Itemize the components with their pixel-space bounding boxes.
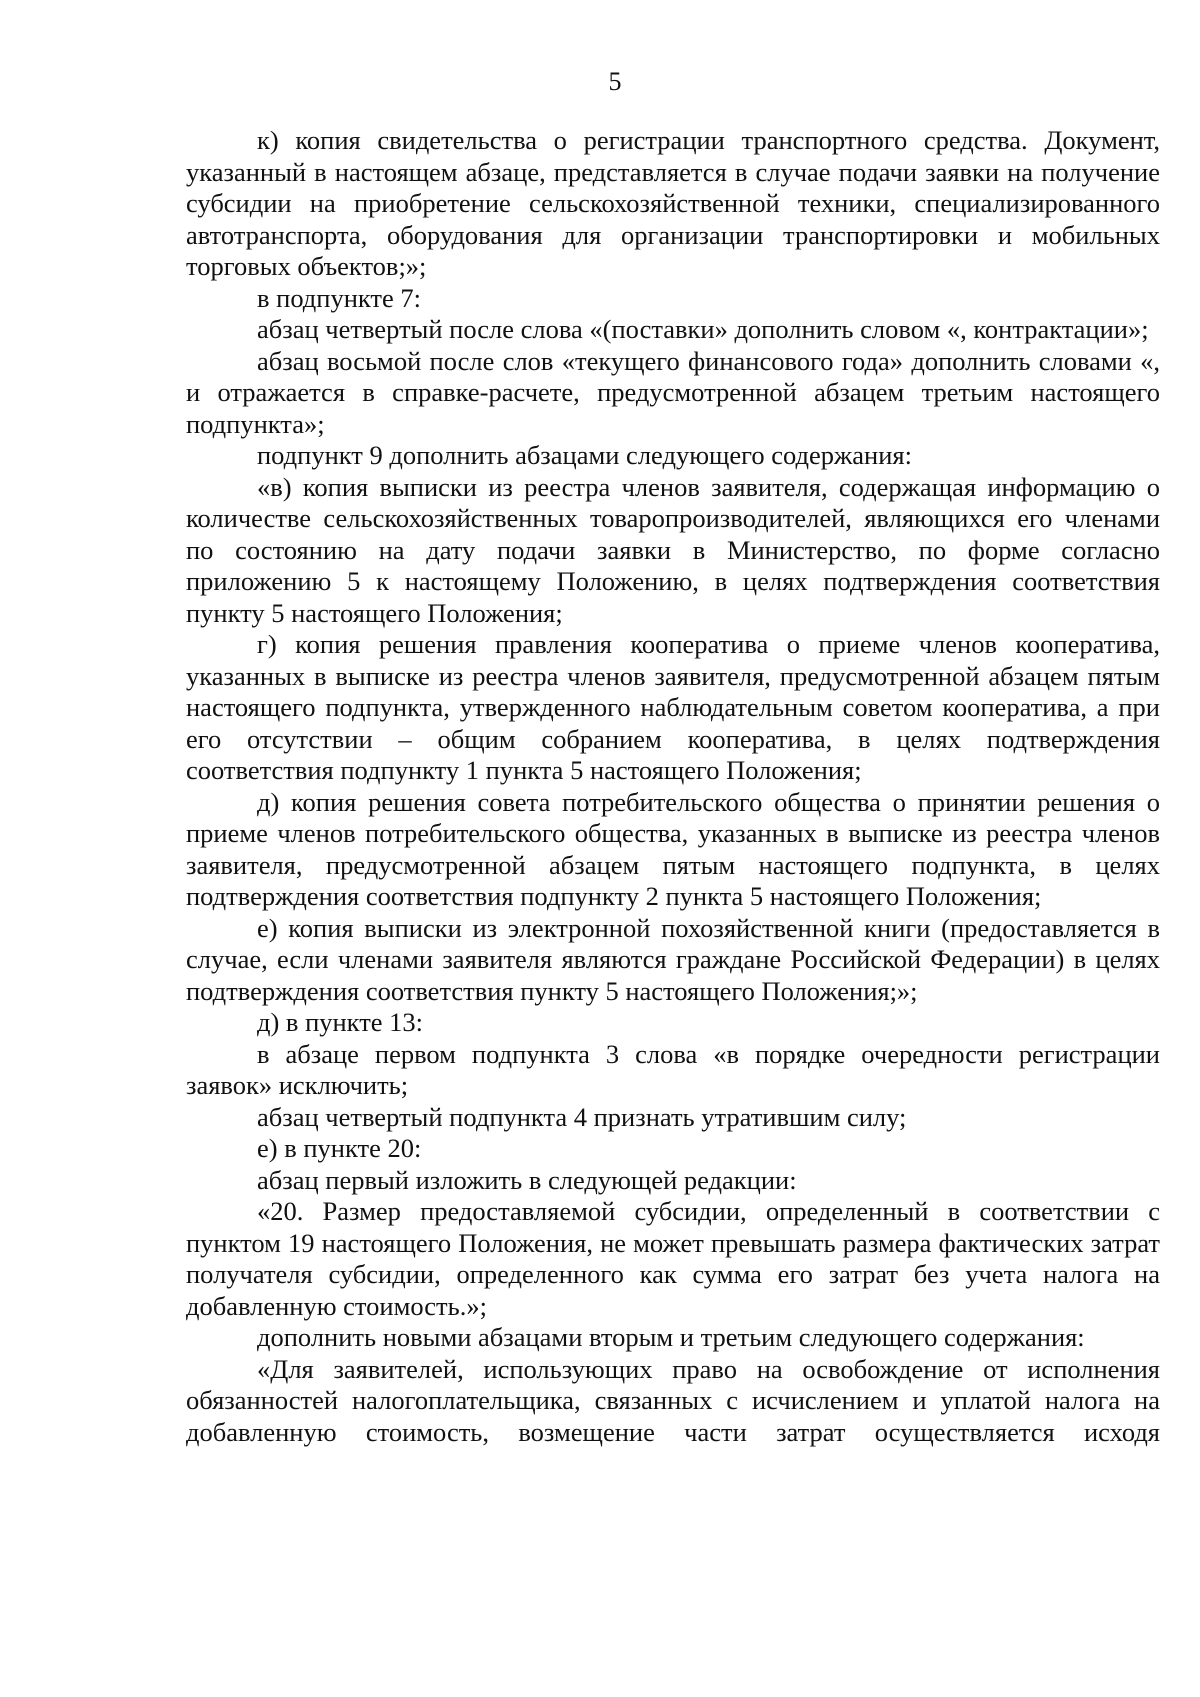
paragraph-point-13: д) в пункте 13: bbox=[257, 1007, 424, 1037]
paragraph-point-20: е) в пункте 20: bbox=[257, 1133, 422, 1163]
paragraph-subpoint-7: в подпункте 7: bbox=[257, 282, 422, 313]
page-number: 5 bbox=[608, 67, 622, 96]
paragraph-abzac-first-subpoint-3: в абзаце первом подпункта 3 слова «в порядке очередности регистрации заявок» исключить; bbox=[186, 1038, 1160, 1100]
paragraph-item-k: к) копия свидетельства о регистрации транспортного средства. Документ, указанный в настоящем абзаце, представляется в случае подачи заявки на получение субсидии на приобретение сельскохозяйственной техники, специализированного автотранспорта, оборудования для организации транспортировки и мобильных торговых объектов;»; bbox=[186, 125, 1160, 281]
paragraph-item-d: д) копия решения совета потребительского общества о принятии решения о приеме членов потребительского общества, указанных в выписке из реестра членов заявителя, предусмотренной абзацем пятым настоящего подпункта, в целях подтверждения соответствия подпункту 2 пункта 5 настоящего Положения; bbox=[186, 786, 1160, 911]
paragraph-item-e: е) копия выписки из электронной похозяйственной книги (предоставляется в случае, если членами заявителя являются граждане Российской Федерации) в целях подтверждения соответствия пункту 5 настоящего Положения;»; bbox=[186, 912, 1160, 1006]
paragraph-add-abzacs: дополнить новыми абзацами вторым и третьим следующего содержания: bbox=[257, 1322, 1085, 1352]
paragraph-subpoint-9: подпункт 9 дополнить абзацами следующего содержания: bbox=[257, 440, 912, 470]
paragraph-abzac-eighth: абзац восьмой после слов «текущего финансового года» дополнить словами «, и отражается в справке-расчете, предусмотренной абзацем третьим настоящего подпункта»; bbox=[186, 345, 1160, 439]
paragraph-item-v: «в) копия выписки из реестра членов заявителя, содержащая информацию о количестве сельскохозяйственных товаропроизводителей, являющихся его членами по состоянию на дату подачи заявки в Министерство, по форме согласно приложению 5 к настоящему Положению, в целях подтверждения соответствия пункту 5 настоящего Положения; bbox=[186, 471, 1160, 628]
paragraph-abzac-fourth-subpoint-4: абзац четвертый подпункта 4 признать утратившим силу; bbox=[257, 1101, 907, 1132]
paragraph-item-g: г) копия решения правления кооператива о приеме членов кооператива, указанных в выписке из реестра членов заявителя, предусмотренной абзацем пятым настоящего подпункта, утвержденного наблюдательным советом кооператива, а при его отсутствии – общим собранием кооператива, в целях подтверждения соответствия подпункту 1 пункта 5 настоящего Положения; bbox=[186, 629, 1160, 785]
paragraph-abzac-first-edit: абзац первый изложить в следующей редакции: bbox=[257, 1164, 797, 1195]
paragraph-point-20-text: «20. Размер предоставляемой субсидии, определенный в соответствии с пунктом 19 настоящего Положения, не может превышать размера фактических затрат получателя субсидии, определенного как сумма его затрат без учета налога на добавленную стоимость.»; bbox=[186, 1196, 1160, 1321]
paragraph-abzac-fourth: абзац четвертый после слова «(поставки» дополнить словом «, контрактации»; bbox=[257, 314, 1149, 344]
document-body bbox=[186, 125, 1160, 1448]
paragraph-for-applicants: «Для заявителей, использующих право на освобождение от исполнения обязанностей налогоплательщика, связанных с исчислением и уплатой налога на добавленную стоимость, возмещение части затрат осуществляется исходя bbox=[186, 1353, 1160, 1447]
